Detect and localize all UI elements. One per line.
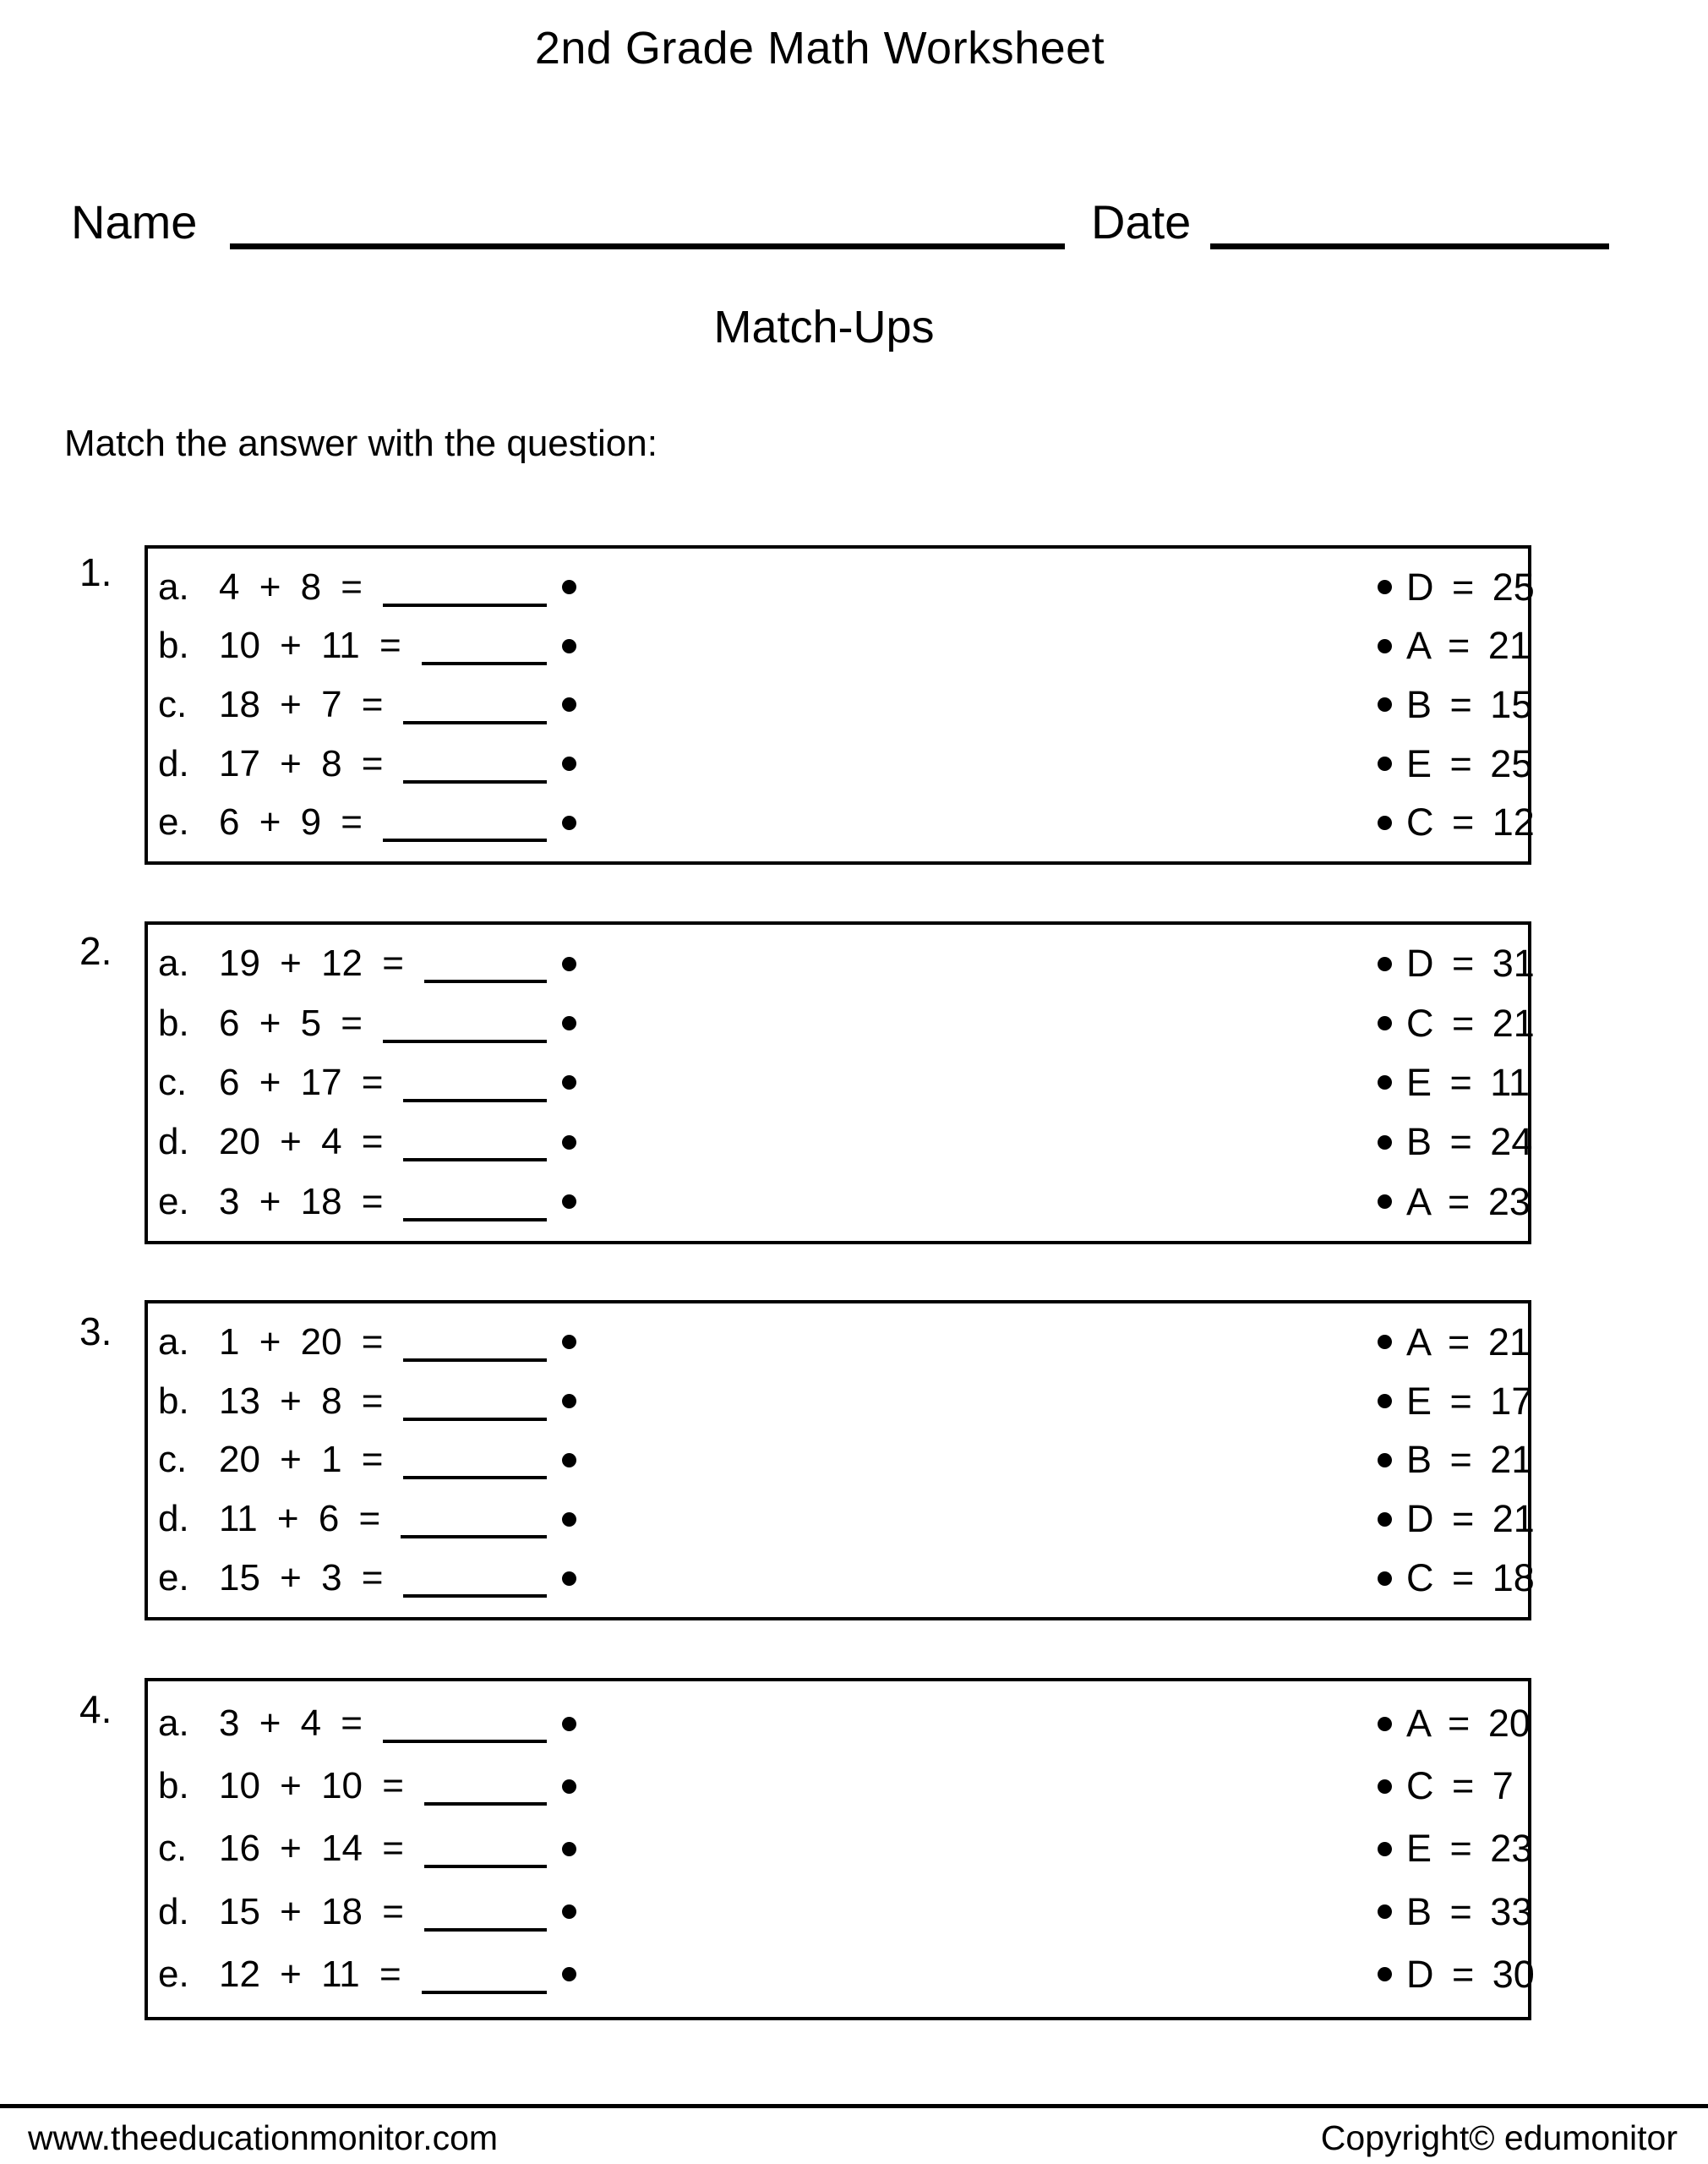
question-expression: 6 + 9 = bbox=[219, 801, 363, 844]
question-expression: 18 + 7 = bbox=[219, 683, 384, 725]
match-dot-icon bbox=[1378, 1842, 1392, 1856]
answer-option: C = 7 bbox=[1406, 1764, 1514, 1808]
answer-option: C = 12 bbox=[1406, 801, 1535, 844]
match-row bbox=[158, 1319, 1531, 1366]
section-box-1 bbox=[145, 545, 1535, 865]
match-dot-icon bbox=[1378, 757, 1392, 771]
question-expression: 1 + 20 = bbox=[219, 1320, 384, 1363]
match-row bbox=[158, 622, 1531, 669]
match-row bbox=[158, 1178, 1531, 1226]
match-dot-icon bbox=[562, 1512, 576, 1527]
answer-blank-line bbox=[424, 1865, 547, 1868]
date-label: Date bbox=[1091, 195, 1192, 249]
match-dot-icon bbox=[562, 1075, 576, 1090]
answer-option: D = 30 bbox=[1406, 1952, 1535, 1996]
question-expression: 17 + 8 = bbox=[219, 742, 384, 784]
answer-option: B = 33 bbox=[1406, 1889, 1533, 1933]
section-box-3 bbox=[145, 1300, 1535, 1620]
footer-divider bbox=[0, 2104, 1708, 2108]
match-row bbox=[158, 681, 1533, 729]
answer-blank-line bbox=[424, 980, 547, 983]
name-label: Name bbox=[71, 195, 198, 249]
question-letter: c. bbox=[158, 1439, 188, 1481]
question-expression: 13 + 8 = bbox=[219, 1380, 384, 1422]
match-dot-icon bbox=[562, 957, 576, 971]
answer-option: C = 18 bbox=[1406, 1556, 1535, 1600]
section-number: 3. bbox=[79, 1309, 112, 1353]
question-expression: 12 + 11 = bbox=[219, 1953, 401, 1995]
worksheet-subtitle: Match-Ups bbox=[713, 302, 935, 352]
question-letter: a. bbox=[158, 943, 189, 985]
answer-blank-line bbox=[383, 1040, 547, 1043]
answer-blank-line bbox=[422, 1991, 547, 1994]
page-title: 2nd Grade Math Worksheet bbox=[534, 23, 1105, 74]
answer-option: E = 17 bbox=[1406, 1379, 1533, 1423]
answer-option: A = 21 bbox=[1406, 624, 1531, 668]
answer-option: A = 21 bbox=[1406, 1320, 1531, 1363]
answer-blank-line bbox=[403, 1594, 547, 1598]
section-box-2 bbox=[145, 921, 1535, 1244]
match-dot-icon bbox=[562, 1453, 576, 1467]
match-dot-icon bbox=[1378, 957, 1392, 971]
section-number: 4. bbox=[79, 1687, 112, 1731]
question-expression: 3 + 4 = bbox=[219, 1702, 363, 1745]
match-dot-icon bbox=[562, 1135, 576, 1150]
answer-option: E = 23 bbox=[1406, 1827, 1533, 1871]
match-row bbox=[158, 1378, 1533, 1425]
match-row bbox=[158, 799, 1535, 846]
match-dot-icon bbox=[1378, 639, 1392, 653]
question-expression: 10 + 11 = bbox=[219, 625, 401, 667]
question-letter: e. bbox=[158, 1180, 189, 1222]
question-expression: 4 + 8 = bbox=[219, 566, 363, 608]
answer-option: D = 25 bbox=[1406, 565, 1535, 609]
match-dot-icon bbox=[562, 757, 576, 771]
match-row bbox=[158, 1555, 1535, 1602]
match-dot-icon bbox=[562, 1967, 576, 1981]
question-expression: 16 + 14 = bbox=[219, 1828, 404, 1870]
answer-option: A = 23 bbox=[1406, 1179, 1531, 1223]
question-letter: c. bbox=[158, 1061, 188, 1103]
question-letter: d. bbox=[158, 1498, 189, 1540]
answer-option: D = 31 bbox=[1406, 942, 1535, 986]
match-row bbox=[158, 1951, 1535, 1998]
question-expression: 11 + 6 = bbox=[219, 1498, 381, 1540]
match-dot-icon bbox=[1378, 1453, 1392, 1467]
match-row bbox=[158, 1888, 1533, 1936]
match-row bbox=[158, 1118, 1533, 1166]
match-row bbox=[158, 1825, 1533, 1872]
match-dot-icon bbox=[1378, 1075, 1392, 1090]
match-row bbox=[158, 564, 1535, 611]
match-dot-icon bbox=[1378, 1335, 1392, 1349]
answer-option: B = 15 bbox=[1406, 682, 1533, 726]
question-letter: b. bbox=[158, 1002, 189, 1044]
answer-blank-line bbox=[403, 1158, 547, 1161]
match-dot-icon bbox=[562, 816, 576, 830]
match-dot-icon bbox=[1378, 816, 1392, 830]
match-dot-icon bbox=[1378, 697, 1392, 712]
match-row bbox=[158, 940, 1535, 987]
question-expression: 20 + 1 = bbox=[219, 1439, 384, 1481]
instructions-text: Match the answer with the question: bbox=[64, 423, 658, 464]
answer-option: B = 24 bbox=[1406, 1120, 1533, 1164]
match-dot-icon bbox=[562, 1717, 576, 1731]
question-letter: b. bbox=[158, 625, 189, 667]
match-dot-icon bbox=[562, 580, 576, 594]
match-dot-icon bbox=[1378, 1717, 1392, 1731]
footer-website: www.theeducationmonitor.com bbox=[28, 2118, 499, 2157]
match-dot-icon bbox=[1378, 1394, 1392, 1408]
question-letter: d. bbox=[158, 742, 189, 784]
question-expression: 15 + 3 = bbox=[219, 1557, 384, 1599]
answer-blank-line bbox=[403, 1218, 547, 1221]
match-dot-icon bbox=[1378, 1571, 1392, 1586]
match-row bbox=[158, 1762, 1520, 1810]
answer-option: E = 11 bbox=[1406, 1060, 1531, 1104]
answer-blank-line bbox=[403, 721, 547, 724]
match-dot-icon bbox=[562, 697, 576, 712]
date-blank-line bbox=[1210, 243, 1609, 249]
match-dot-icon bbox=[562, 1335, 576, 1349]
question-expression: 15 + 18 = bbox=[219, 1890, 404, 1932]
question-letter: e. bbox=[158, 1557, 189, 1599]
match-row bbox=[158, 1059, 1531, 1107]
match-dot-icon bbox=[1378, 1016, 1392, 1030]
answer-blank-line bbox=[403, 1476, 547, 1479]
answer-blank-line bbox=[403, 1358, 547, 1362]
footer-copyright: Copyright© edumonitor bbox=[1320, 2118, 1678, 2157]
match-dot-icon bbox=[1378, 1967, 1392, 1981]
question-letter: a. bbox=[158, 1702, 189, 1745]
question-expression: 19 + 12 = bbox=[219, 943, 404, 985]
match-dot-icon bbox=[562, 1779, 576, 1794]
question-letter: a. bbox=[158, 1320, 189, 1363]
answer-option: E = 25 bbox=[1406, 741, 1533, 785]
section-number: 2. bbox=[79, 929, 112, 973]
answer-blank-line bbox=[383, 839, 547, 842]
question-letter: d. bbox=[158, 1121, 189, 1163]
match-dot-icon bbox=[1378, 580, 1392, 594]
question-expression: 6 + 5 = bbox=[219, 1002, 363, 1044]
match-dot-icon bbox=[562, 1842, 576, 1856]
answer-blank-line bbox=[424, 1802, 547, 1806]
match-dot-icon bbox=[562, 1904, 576, 1919]
match-dot-icon bbox=[562, 1016, 576, 1030]
question-letter: c. bbox=[158, 1828, 188, 1870]
question-expression: 20 + 4 = bbox=[219, 1121, 384, 1163]
match-row bbox=[158, 740, 1533, 788]
answer-blank-line bbox=[401, 1535, 547, 1538]
answer-blank-line bbox=[422, 662, 547, 665]
answer-blank-line bbox=[403, 1099, 547, 1102]
name-blank-line bbox=[230, 243, 1065, 249]
match-row bbox=[158, 1436, 1533, 1484]
question-letter: e. bbox=[158, 1953, 189, 1995]
answer-option: B = 21 bbox=[1406, 1438, 1533, 1482]
match-row bbox=[158, 1000, 1535, 1047]
section-number: 1. bbox=[79, 550, 112, 594]
answer-blank-line bbox=[403, 780, 547, 784]
question-expression: 10 + 10 = bbox=[219, 1765, 404, 1807]
answer-blank-line bbox=[383, 1740, 547, 1743]
question-expression: 6 + 17 = bbox=[219, 1061, 384, 1103]
question-letter: d. bbox=[158, 1890, 189, 1932]
question-letter: b. bbox=[158, 1380, 189, 1422]
answer-blank-line bbox=[403, 1418, 547, 1421]
section-box-4 bbox=[145, 1678, 1535, 2020]
match-dot-icon bbox=[1378, 1779, 1392, 1794]
match-dot-icon bbox=[562, 1571, 576, 1586]
match-dot-icon bbox=[562, 1394, 576, 1408]
match-dot-icon bbox=[1378, 1194, 1392, 1209]
match-dot-icon bbox=[562, 1194, 576, 1209]
question-expression: 3 + 18 = bbox=[219, 1180, 384, 1222]
answer-option: D = 21 bbox=[1406, 1497, 1535, 1541]
match-dot-icon bbox=[1378, 1904, 1392, 1919]
answer-option: C = 21 bbox=[1406, 1001, 1535, 1045]
question-letter: e. bbox=[158, 801, 189, 844]
match-row bbox=[158, 1495, 1535, 1543]
answer-blank-line bbox=[383, 604, 547, 607]
match-dot-icon bbox=[1378, 1512, 1392, 1527]
match-row bbox=[158, 1700, 1531, 1747]
answer-blank-line bbox=[424, 1928, 547, 1932]
match-dot-icon bbox=[1378, 1135, 1392, 1150]
match-dot-icon bbox=[562, 639, 576, 653]
question-letter: b. bbox=[158, 1765, 189, 1807]
answer-option: A = 20 bbox=[1406, 1702, 1531, 1746]
question-letter: a. bbox=[158, 566, 189, 608]
question-letter: c. bbox=[158, 683, 188, 725]
